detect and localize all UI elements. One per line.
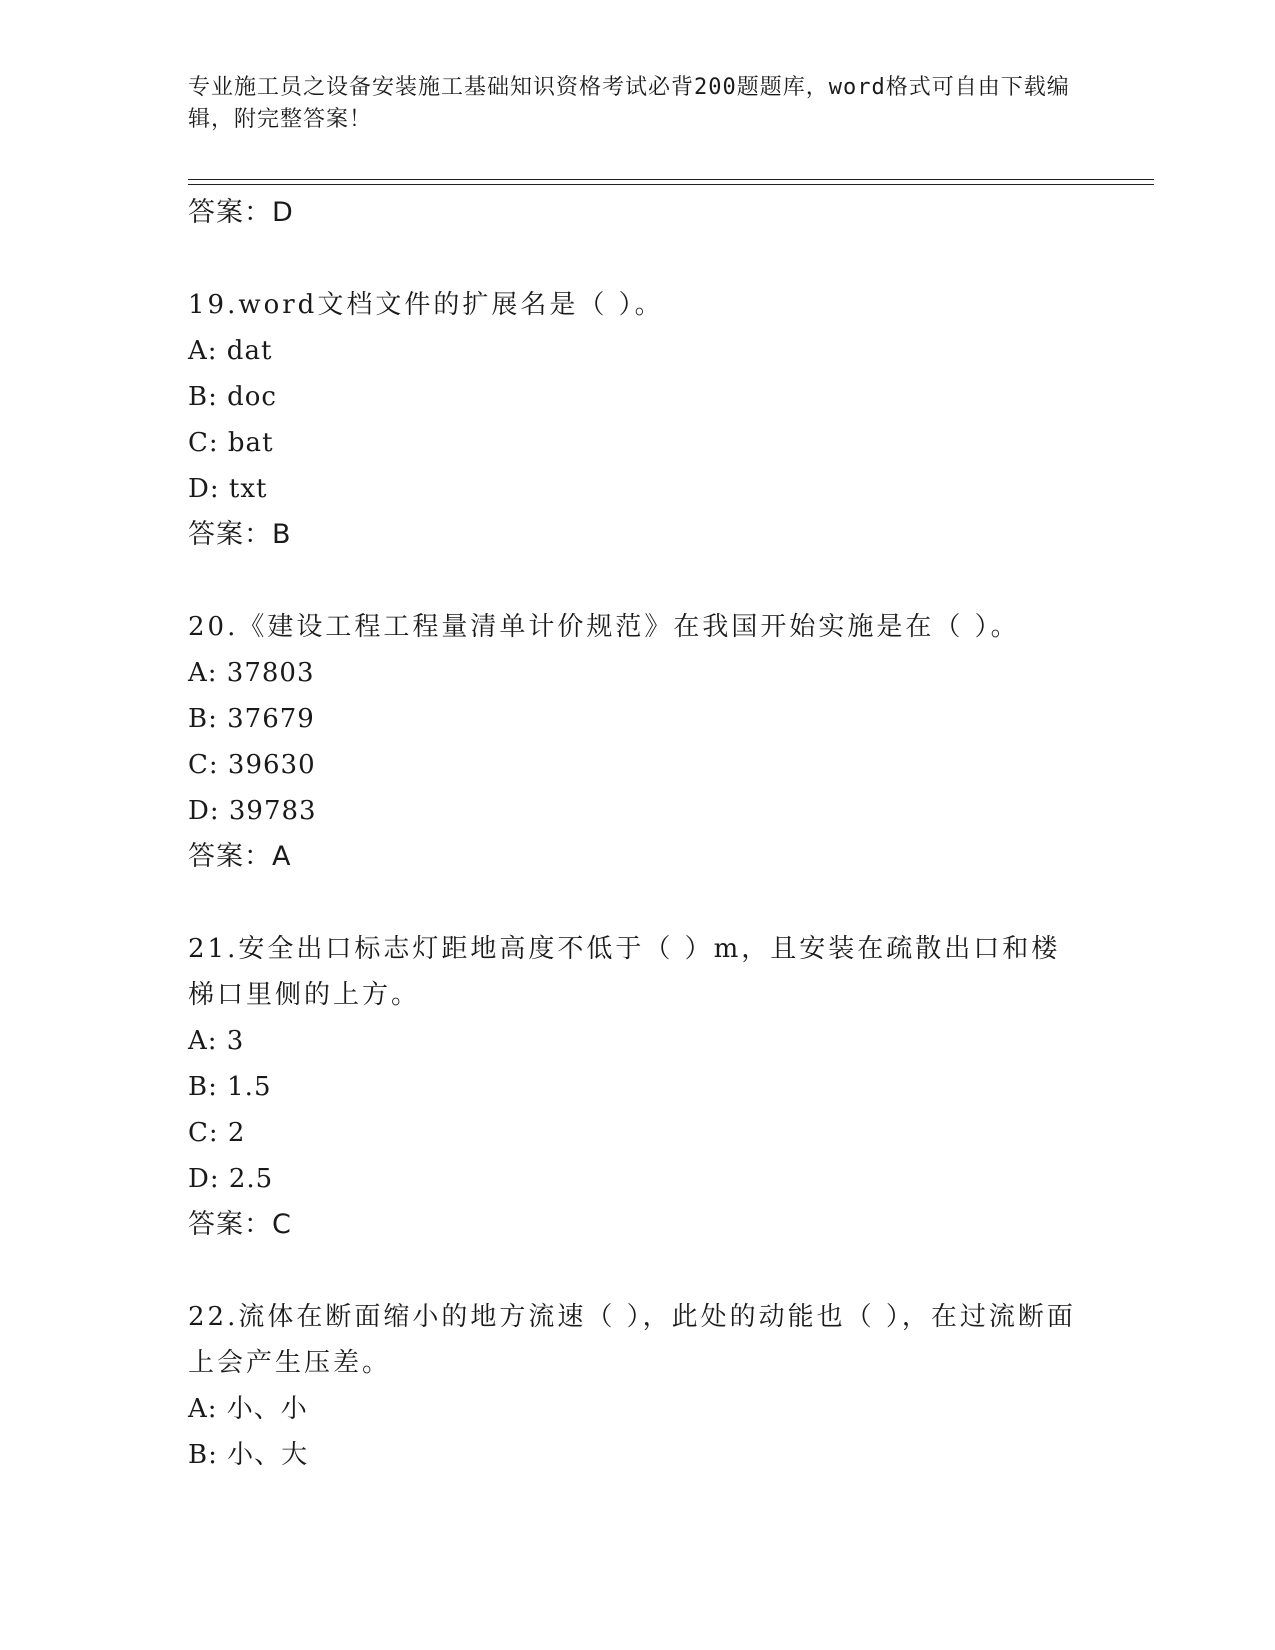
- answer-text: 答案：C: [188, 1209, 292, 1240]
- option-a: A: 3: [188, 1026, 245, 1056]
- option-b: B: doc: [188, 382, 277, 412]
- option-d: D: 39783: [188, 796, 317, 826]
- option-c: C: bat: [188, 428, 274, 458]
- option-c: C: 39630: [188, 750, 316, 780]
- option-b: B: 小、大: [188, 1440, 309, 1470]
- question-block: [188, 282, 1088, 558]
- question-text: 22.流体在断面缩小的地方流速（ ），此处的动能也（ ），在过流断面上会产生压差。: [188, 1302, 1076, 1378]
- header-divider-top: [188, 179, 1154, 180]
- option-b: B: 37679: [188, 704, 315, 734]
- question-block: [188, 926, 1088, 1248]
- previous-answer: 答案：D: [188, 197, 294, 228]
- question-block: [188, 1294, 1088, 1478]
- answer-text: 答案：B: [188, 519, 292, 550]
- option-d: D: 2.5: [188, 1164, 274, 1194]
- option-a: A: 37803: [188, 658, 315, 688]
- option-b: B: 1.5: [188, 1072, 272, 1102]
- answer-text: 答案：A: [188, 841, 292, 872]
- question-text: 21.安全出口标志灯距地高度不低于（ ）m，且安装在疏散出口和楼梯口里侧的上方。: [188, 934, 1061, 1010]
- option-a: A: 小、小: [188, 1394, 308, 1424]
- option-d: D: txt: [188, 474, 268, 504]
- option-a: A: dat: [188, 336, 273, 366]
- document-header: 专业施工员之设备安装施工基础知识资格考试必背200题题库，word格式可自由下载编辑，附完整答案！: [188, 75, 1070, 132]
- option-c: C: 2: [188, 1118, 246, 1148]
- header-divider-bottom: [188, 184, 1154, 185]
- question-list: [188, 190, 1088, 1478]
- question-text: 20.《建设工程工程量清单计价规范》在我国开始实施是在（ ）。: [188, 612, 1020, 642]
- question-block: [188, 604, 1088, 880]
- question-text: 19.word文档文件的扩展名是（ ）。: [188, 290, 664, 320]
